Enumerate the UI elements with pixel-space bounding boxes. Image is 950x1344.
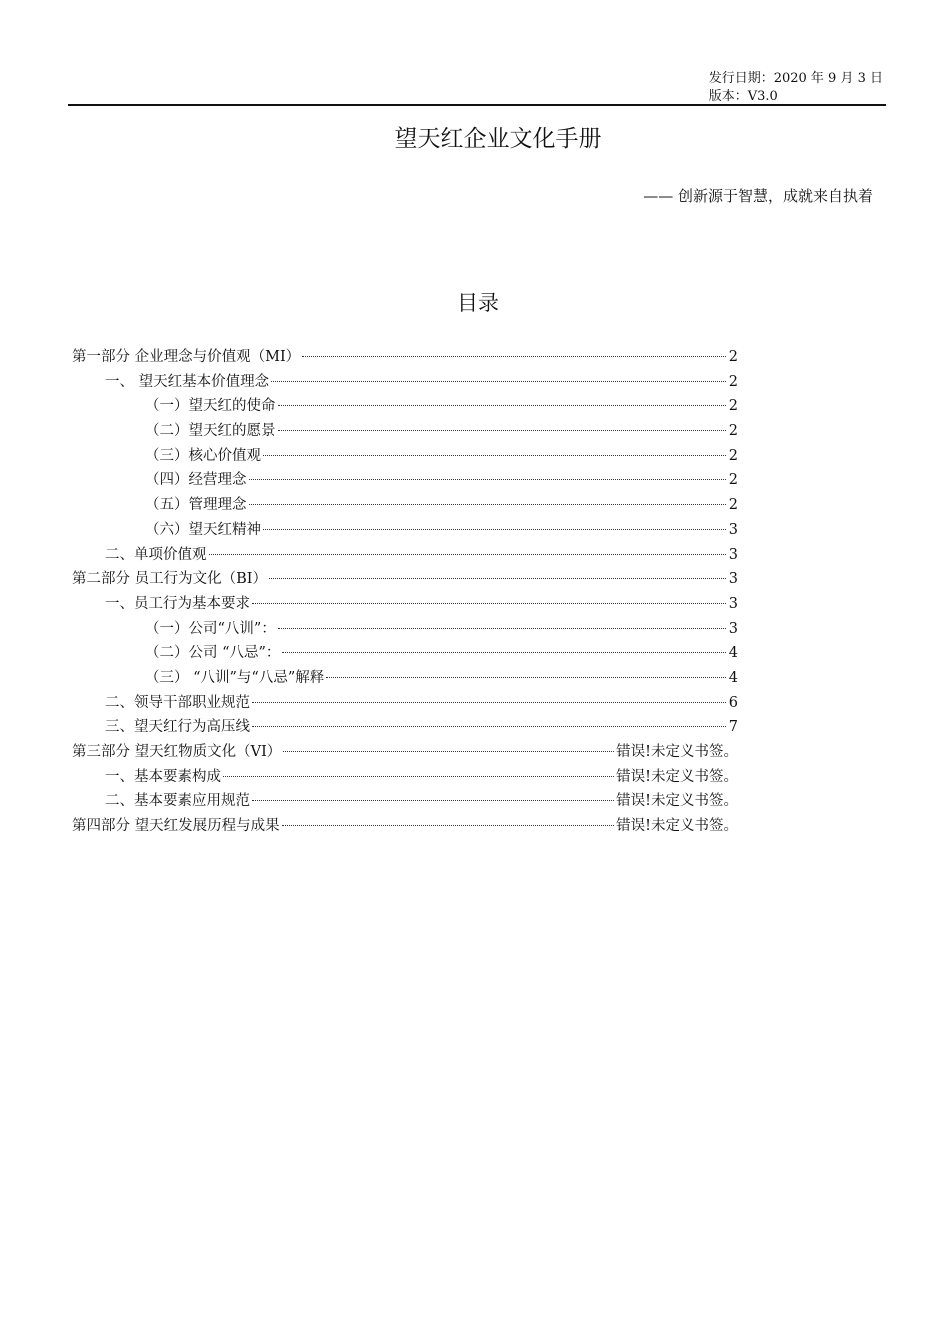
toc-dot-leader [263, 529, 726, 530]
toc-dot-leader [326, 677, 726, 678]
toc-heading: 目录 [457, 291, 499, 315]
toc-entry-label: （一）望天红的使命 [145, 398, 276, 415]
toc-entry[interactable] [72, 814, 738, 839]
toc-dot-leader [283, 751, 614, 752]
toc-entry-page: 2 [728, 423, 738, 440]
toc-entry-label: 一、 望天红基本价值理念 [105, 373, 270, 390]
toc-entry-label: （四）经营理念 [145, 472, 247, 489]
toc-entry-label: （六）望天红精神 [145, 521, 261, 538]
toc-dot-leader [249, 479, 727, 480]
toc-dot-leader [269, 578, 726, 579]
header-divider [68, 104, 886, 106]
toc-dot-leader [282, 825, 615, 826]
toc-entry[interactable] [72, 666, 738, 691]
toc-entry-page: 2 [728, 349, 738, 365]
toc-entry[interactable] [72, 543, 738, 568]
toc-entry-label: 三、望天红行为高压线 [105, 719, 250, 736]
toc-dot-leader [252, 702, 726, 703]
toc-entry-label: 二、基本要素应用规范 [105, 793, 250, 810]
toc-entry[interactable] [72, 345, 738, 370]
document-motto: —— 创新源于智慧，成就来自执着 [643, 187, 873, 205]
toc-entry-label: 第二部分 员工行为文化（BI） [72, 571, 267, 588]
toc-entry-page: 2 [728, 497, 738, 514]
toc-entry-page: 3 [728, 546, 738, 563]
toc-entry[interactable] [72, 493, 738, 518]
toc-entry-label: （一）公司“八训”： [145, 620, 276, 637]
toc-entry-page: 2 [728, 373, 738, 390]
toc-dot-leader [263, 455, 726, 456]
toc-entry-label: 第一部分 企业理念与价值观（MI） [72, 349, 301, 365]
toc-entry-page: 2 [728, 398, 738, 415]
toc-entry-label: 一、基本要素构成 [105, 768, 221, 785]
toc-entry-label: 第四部分 望天红发展历程与成果 [72, 818, 280, 835]
toc-dot-leader [209, 554, 727, 555]
toc-dot-leader [223, 776, 614, 777]
toc-entry-page: 错误!未定义书签。 [616, 768, 738, 785]
toc-entry-page: 错误!未定义书签。 [616, 793, 738, 810]
toc-entry-label: （二）公司 “八忌”： [145, 645, 281, 662]
toc-entry-page: 7 [728, 719, 738, 736]
toc-entry[interactable] [72, 394, 738, 419]
toc-dot-leader [278, 430, 727, 431]
toc-entry[interactable] [72, 789, 738, 814]
toc-entry[interactable] [72, 691, 738, 716]
toc-entry[interactable] [72, 641, 738, 666]
toc-entry-page: 4 [728, 645, 738, 662]
issue-date: 发行日期：2020 年 9 月 3 日 [708, 71, 883, 86]
toc-entry[interactable] [72, 370, 738, 395]
toc-entry-page: 错误!未定义书签。 [616, 744, 738, 760]
toc-entry-label: 二、领导干部职业规范 [105, 694, 250, 711]
toc-entry[interactable] [72, 765, 738, 790]
toc-entry-page: 4 [728, 669, 738, 686]
toc-entry[interactable] [72, 419, 738, 444]
toc-dot-leader [282, 652, 726, 653]
toc-dot-leader [249, 504, 727, 505]
toc-entry[interactable] [72, 444, 738, 469]
toc-entry-label: 第三部分 望天红物质文化（VI） [72, 744, 282, 760]
toc-entry-label: （三） “八训”与“八忌”解释 [145, 669, 325, 686]
toc-entry[interactable] [72, 740, 738, 765]
document-title: 望天红企业文化手册 [394, 126, 602, 152]
table-of-contents [72, 345, 738, 839]
document-header-meta [709, 70, 883, 106]
toc-dot-leader [302, 356, 726, 357]
toc-entry-label: （二）望天红的愿景 [145, 423, 276, 440]
toc-entry[interactable] [72, 468, 738, 493]
toc-entry-label: （三）核心价值观 [145, 447, 261, 464]
toc-entry-page: 3 [728, 620, 738, 637]
toc-entry[interactable] [72, 715, 738, 740]
toc-entry[interactable] [72, 518, 738, 543]
toc-entry-page: 错误!未定义书签。 [616, 818, 738, 835]
toc-entry-page: 6 [728, 694, 738, 711]
toc-entry-label: 一、员工行为基本要求 [105, 595, 250, 612]
toc-entry-page: 2 [728, 447, 738, 464]
toc-dot-leader [278, 405, 727, 406]
toc-entry-label: 二、单项价值观 [105, 546, 207, 563]
toc-entry[interactable] [72, 592, 738, 617]
toc-dot-leader [252, 726, 726, 727]
toc-entry-page: 3 [728, 521, 738, 538]
toc-entry-page: 2 [728, 472, 738, 489]
toc-dot-leader [252, 603, 726, 604]
toc-entry-label: （五）管理理念 [145, 497, 247, 514]
toc-entry[interactable] [72, 567, 738, 592]
toc-dot-leader [271, 381, 726, 382]
version-label: 版本：V3.0 [708, 89, 778, 104]
toc-dot-leader [252, 800, 614, 801]
toc-entry-page: 3 [728, 595, 738, 612]
toc-entry[interactable] [72, 617, 738, 642]
toc-entry-page: 3 [728, 571, 738, 588]
toc-dot-leader [278, 628, 726, 629]
